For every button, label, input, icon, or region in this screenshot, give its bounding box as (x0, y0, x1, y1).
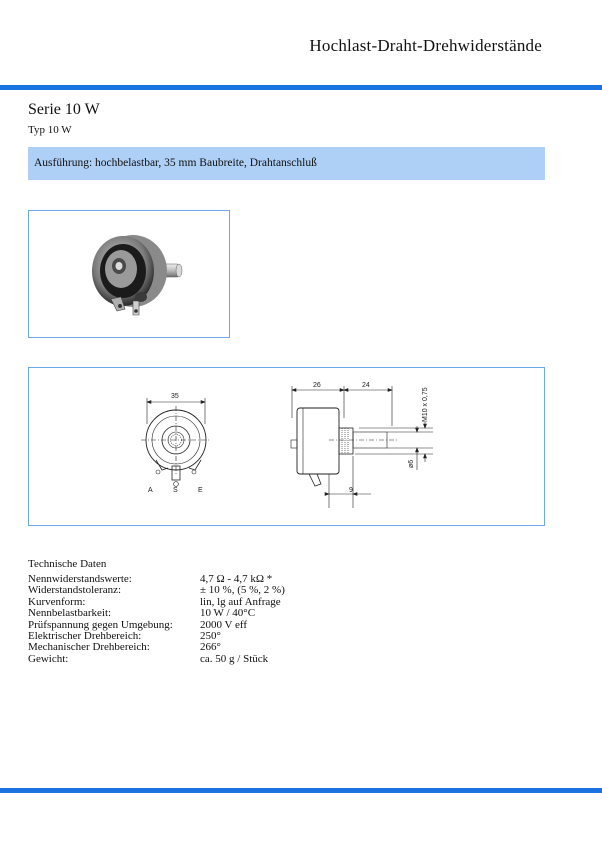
tech-label: Kurvenform: (28, 595, 86, 608)
dim-shaft-diameter-label: ø6 (408, 459, 415, 468)
tech-label: Nennwiderstandswerte: (28, 573, 132, 585)
tech-label: Prüfspannung gegen Umgebung: (28, 618, 173, 631)
dimension-drawing (29, 368, 546, 527)
dimension-drawing-frame (28, 367, 545, 526)
dim-offset-label: 9 (349, 487, 353, 494)
tech-label: Mechanischer Drehbereich: (28, 641, 150, 654)
tech-row (28, 654, 285, 665)
tech-label: Widerstandstoleranz: (28, 584, 122, 597)
tech-data-table (28, 574, 285, 665)
dim-width-label: 35 (171, 393, 179, 400)
bottom-rule (0, 788, 602, 793)
info-bar-text: Ausführung: hochbelastbar, 35 mm Baubreite, Drahtanschluß (34, 157, 317, 169)
tech-value: ± 10 %, (5 %, 2 %) (200, 584, 285, 597)
tech-value: 4,7 Ω - 4,7 kΩ * (200, 573, 273, 585)
product-photo (29, 211, 231, 339)
page-title: Hochlast-Draht-Drehwiderstände (309, 36, 542, 55)
info-bar (28, 147, 545, 180)
dim-depth-label: 26 (313, 382, 321, 389)
top-rule (0, 85, 602, 90)
tech-label: Elektrischer Drehbereich: (28, 630, 142, 643)
terminal-label-a: A (148, 487, 153, 494)
terminal-label-e: E (198, 487, 203, 494)
tech-value: 10 W / 40°C (200, 607, 256, 620)
tech-value: ca. 50 g / Stück (200, 652, 269, 665)
tech-value: 266° (200, 641, 221, 654)
tech-value: lin, lg auf Anfrage (200, 595, 281, 608)
dim-thread-label: M10 x 0,75 (422, 387, 429, 422)
tech-value: 2000 V eff (200, 618, 248, 631)
dim-shaft-length-label: 24 (362, 382, 370, 389)
terminal-label-s: S (173, 487, 178, 494)
tech-label: Nennbelastbarkeit: (28, 607, 112, 620)
tech-data-title: Technische Daten (28, 558, 107, 570)
tech-row (28, 608, 285, 619)
series-subtitle: Typ 10 W (28, 124, 72, 136)
series-title: Serie 10 W (28, 101, 100, 118)
product-photo-frame (28, 210, 230, 338)
tech-label: Gewicht: (28, 652, 69, 665)
tech-value: 250° (200, 630, 221, 643)
